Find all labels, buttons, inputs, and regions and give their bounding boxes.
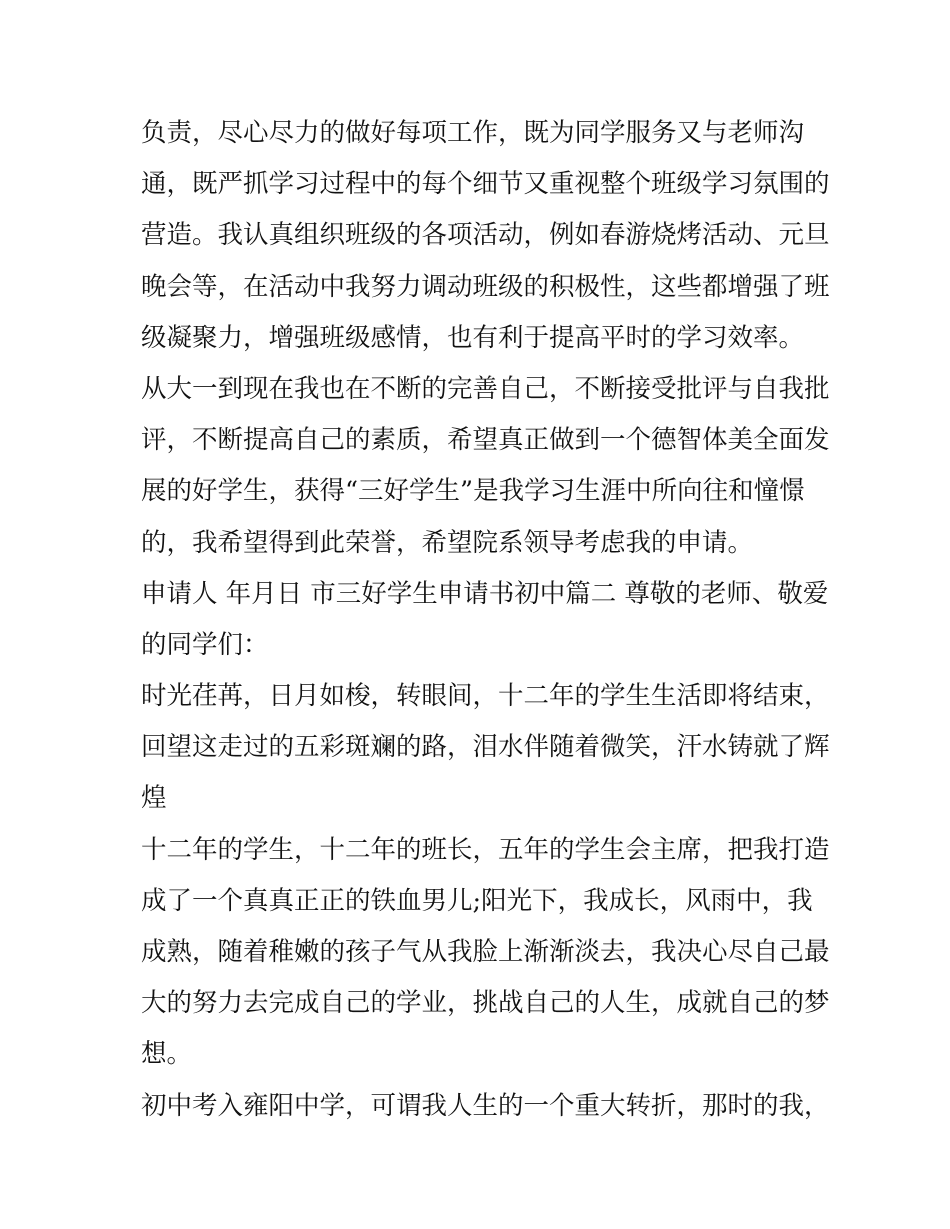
text-line: 申请人 年月日 市三好学生申请书初中篇二 尊敬的老师、敬爱 [141,578,829,609]
document-body [141,108,830,1132]
text-line: 回望这走过的五彩斑斓的路，泪水伴随着微笑，汗水铸就了辉 [141,732,830,763]
text-line: 从大一到现在我也在不断的完善自己，不断接受批评与自我批 [141,373,830,404]
text-line: 成熟，随着稚嫩的孩子气从我脸上渐渐淡去，我决心尽自己最 [141,937,830,967]
text-line: 晚会等，在活动中我努力调动班级的积极性，这些都增强了班 [141,271,830,302]
text-line: 展的好学生，获得“三好学生”是我学习生涯中所向往和憧憬 [141,476,805,507]
text-line: 时光荏苒，日月如梭，转眼间，十二年的学生生活即将结束， [141,681,830,712]
text-line: 的同学们： [141,629,269,660]
text-line: 大的努力去完成自己的学业，挑战自己的人生，成就自己的梦 [141,988,830,1019]
text-line: 级凝聚力，增强班级感情，也有利于提高平时的学习效率。 [141,322,805,353]
text-line: 初中考入雍阳中学，可谓我人生的一个重大转折，那时的我， [141,1090,830,1121]
text-line: 想。 [141,1039,193,1070]
text-line: 营造。我认真组织班级的各项活动，例如春游烧烤活动、元旦 [141,220,830,251]
text-line: 的，我希望得到此荣誉，希望院系领导考虑我的申请。 [141,527,754,558]
text-line: 评，不断提高自己的素质，希望真正做到一个德智体美全面发 [141,425,830,456]
text-line: 煌 [141,783,167,814]
text-line: 成了一个真真正正的铁血男儿;阳光下，我成长，风雨中，我 [141,885,813,916]
text-line: 十二年的学生，十二年的班长，五年的学生会主席，把我打造 [141,834,830,865]
text-line: 通，既严抓学习过程中的每个细节又重视整个班级学习氛围的 [141,169,830,200]
text-line: 负责，尽心尽力的做好每项工作，既为同学服务又与老师沟 [141,118,805,148]
